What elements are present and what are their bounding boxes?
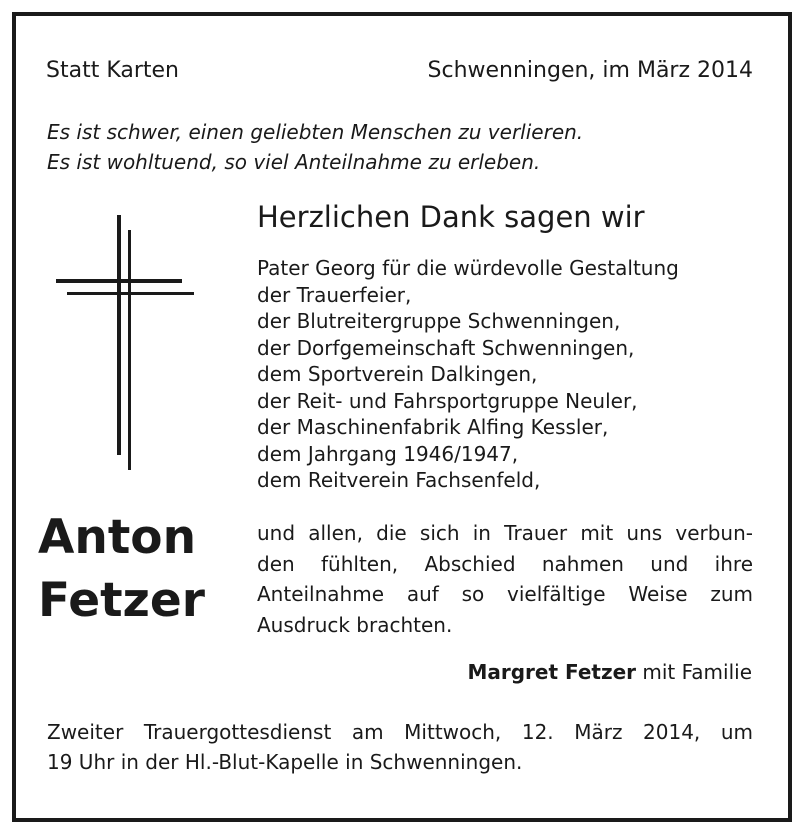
service-notice-line-1: Zweiter Trauergottesdienst am Mittwoch, 12. März 2014, um bbox=[47, 720, 753, 744]
closing-line: Ausdruck brachten. bbox=[257, 612, 453, 637]
closing-line: den fühlten, Abschied nahmen und ihre bbox=[257, 551, 753, 576]
closing-line: und allen, die sich in Trauer mit uns verbun- bbox=[257, 521, 753, 545]
list-item: dem Reitverein Fachsenfeld, bbox=[257, 468, 541, 492]
deceased-last-name: Fetzer bbox=[38, 573, 205, 628]
closing-paragraph bbox=[257, 518, 753, 640]
cross-icon bbox=[50, 215, 200, 475]
closing-line: Anteilnahme auf so vielfältige Weise zum bbox=[257, 582, 753, 606]
list-item: dem Sportverein Dalkingen, bbox=[257, 362, 538, 386]
service-notice bbox=[47, 717, 753, 777]
intro-line-2: Es ist wohltuend, so viel Anteilnahme zu erleben. bbox=[47, 150, 541, 174]
signature bbox=[467, 660, 752, 684]
list-item: der Reit- und Fahrsportgruppe Neuler, bbox=[257, 388, 638, 413]
thanks-title: Herzlichen Dank sagen wir bbox=[257, 200, 645, 234]
intro-line-1: Es ist schwer, einen geliebten Menschen zu verlieren. bbox=[47, 120, 584, 144]
recipient-list bbox=[257, 255, 679, 494]
service-notice-line-2: 19 Uhr in der Hl.-Blut-Kapelle in Schwenningen. bbox=[47, 750, 523, 774]
list-item: Pater Georg für die würdevolle Gestaltung bbox=[257, 256, 679, 280]
list-item: der Maschinenfabrik Alfing Kessler, bbox=[257, 415, 609, 439]
list-item: der Trauerfeier, bbox=[257, 282, 412, 307]
deceased-first-name: Anton bbox=[38, 510, 197, 565]
header-left: Statt Karten bbox=[46, 58, 179, 83]
header-place-date: Schwenningen, im März 2014 bbox=[427, 58, 753, 83]
signature-name: Margret Fetzer bbox=[467, 660, 637, 684]
list-item: der Dorfgemeinschaft Schwenningen, bbox=[257, 335, 635, 360]
list-item: der Blutreitergruppe Schwenningen, bbox=[257, 309, 621, 333]
list-item: dem Jahrgang 1946/1947, bbox=[257, 441, 519, 466]
signature-suffix: mit Familie bbox=[636, 660, 752, 684]
